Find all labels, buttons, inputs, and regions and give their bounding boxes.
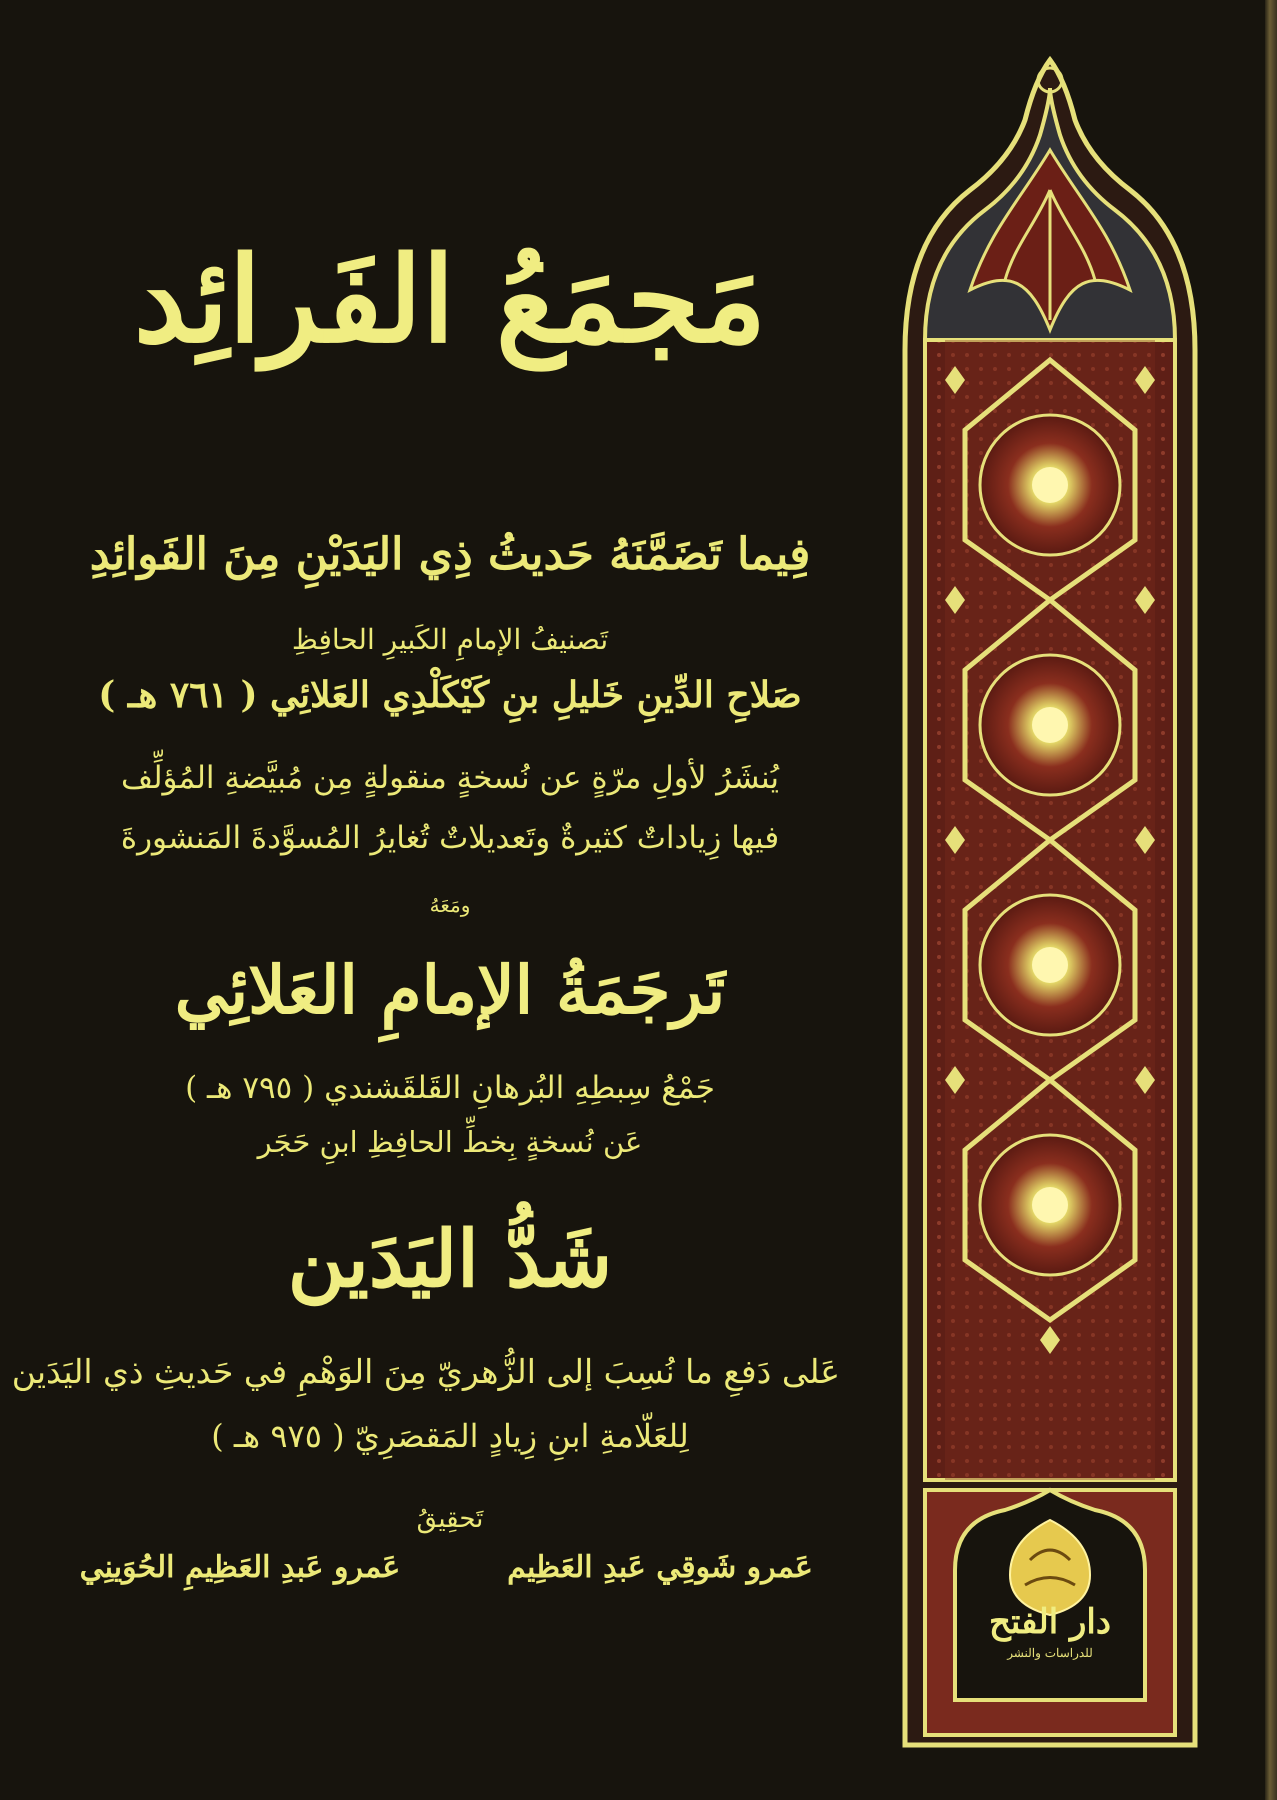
publisher-name: دار الفتح [988, 1602, 1112, 1642]
second-work-source: عَن نُسخةٍ بِخطِّ الحافِظِ ابنِ حَجَر [257, 1125, 643, 1159]
with-label: ومَعَهُ [429, 893, 471, 917]
cover-edge [1265, 0, 1277, 1800]
book-title: مَجمَعُ الفَرائِد [133, 230, 767, 369]
second-work-compiler: جَمْعُ سِبطِهِ البُرهانِ القَلقَشندي ( ٧٩٥ هـ ) [185, 1070, 715, 1106]
edition-note-line-2: فيها زِياداتٌ كثيرةٌ وتَعديلاتٌ تُغايرُ المُسوَّدةَ المَنشورةَ [120, 820, 780, 856]
author-prefix: تَصنيفُ الإمامِ الكَبيرِ الحافِظِ [291, 623, 609, 656]
third-work-author: لِلعَلّامةِ ابنِ زِيادٍ المَقصَرِيّ ( ٩٧٥ هـ ) [211, 1417, 689, 1455]
third-work-title: شَدُّ اليَدَين [287, 1214, 613, 1305]
edition-note-line-1: يُنشَرُ لأولِ مرّةٍ عن نُسخةٍ منقولةٍ مِن مُبيَّضةِ المُؤلِّف [121, 760, 779, 796]
publisher-tagline: للدراسات والنشر [1007, 1646, 1093, 1660]
editor-2: عَمرو عَبدِ العَظِيمِ الحُوَينِي [79, 1550, 401, 1585]
third-work-description: عَلى دَفعِ ما نُسِبَ إلى الزُّهريّ مِنَ الوَهْمِ في حَديثِ ذي اليَدَين [11, 1352, 840, 1391]
book-subtitle: فِيما تَضَمَّنَهُ حَديثُ ذِي اليَدَيْنِ مِنَ الفَوائِدِ [89, 529, 811, 580]
editor-1: عَمرو شَوقِي عَبدِ العَظِيم [507, 1550, 813, 1585]
ornamental-pillar [890, 40, 1210, 1755]
author-name: صَلاحِ الدِّينِ خَليلِ بنِ كَيْكَلْدِي العَلائِي ( ٧٦١ هـ ) [98, 674, 802, 716]
tahqiq-label: تَحقِيقُ [416, 1504, 484, 1534]
second-work-title: تَرجَمَةُ الإمامِ العَلائِي [174, 951, 726, 1029]
